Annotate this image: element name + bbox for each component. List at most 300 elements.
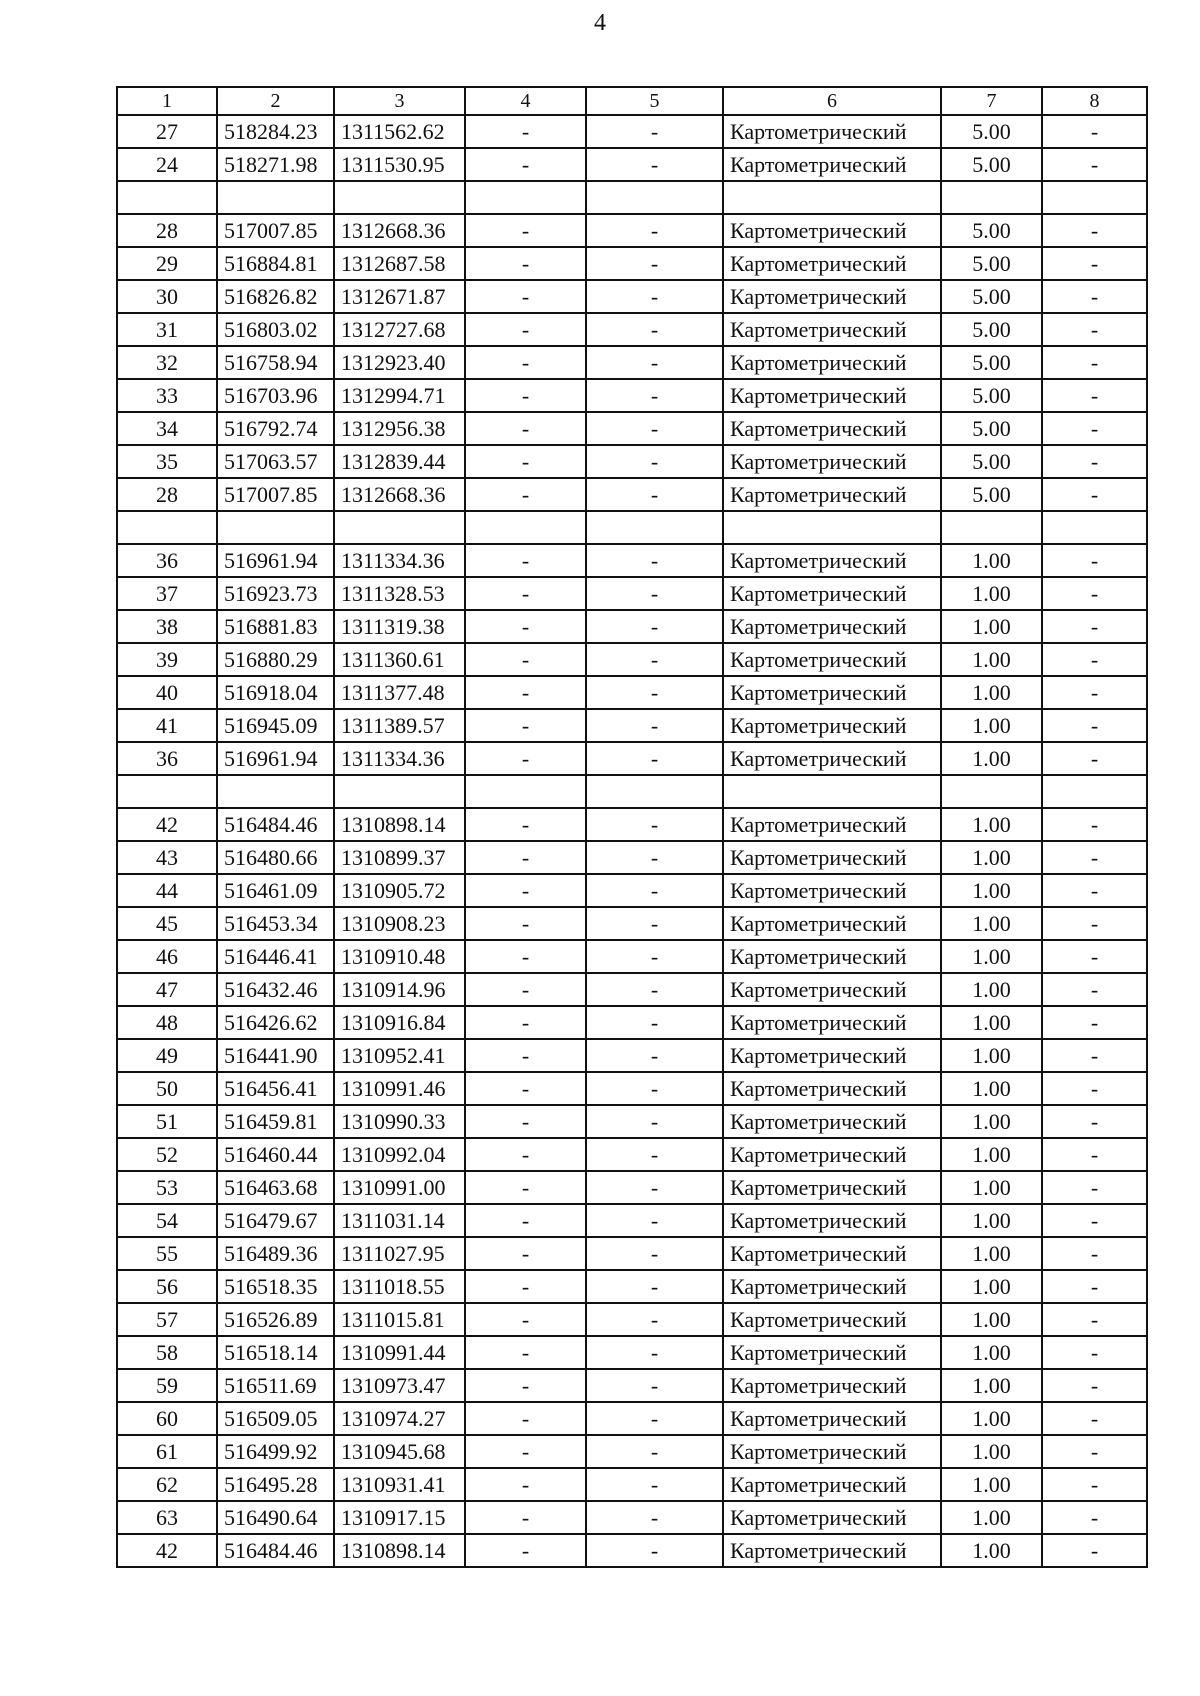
- col4-cell: -: [465, 1303, 586, 1336]
- col8-cell: -: [1042, 148, 1147, 181]
- col4-cell: [465, 511, 586, 544]
- accuracy-cell: 1.00: [941, 1006, 1042, 1039]
- point-number-cell: 55: [117, 1237, 217, 1270]
- col4-cell: -: [465, 1171, 586, 1204]
- table-row: [117, 412, 1147, 445]
- col5-cell: -: [586, 214, 723, 247]
- col4-cell: -: [465, 1105, 586, 1138]
- y-coordinate-cell: 1312668.36: [334, 478, 465, 511]
- x-coordinate-cell: 516518.14: [217, 1336, 334, 1369]
- col4-cell: -: [465, 379, 586, 412]
- x-coordinate-cell: 516446.41: [217, 940, 334, 973]
- col5-cell: -: [586, 1369, 723, 1402]
- accuracy-cell: 5.00: [941, 412, 1042, 445]
- accuracy-cell: 1.00: [941, 874, 1042, 907]
- col5-cell: [586, 511, 723, 544]
- y-coordinate-cell: 1311027.95: [334, 1237, 465, 1270]
- accuracy-cell: 5.00: [941, 445, 1042, 478]
- method-cell: Картометрический: [723, 280, 941, 313]
- accuracy-cell: 5.00: [941, 214, 1042, 247]
- method-cell: [723, 511, 941, 544]
- col5-cell: -: [586, 973, 723, 1006]
- y-coordinate-cell: 1312956.38: [334, 412, 465, 445]
- accuracy-cell: 1.00: [941, 742, 1042, 775]
- col5-cell: -: [586, 115, 723, 148]
- col5-cell: -: [586, 1138, 723, 1171]
- col8-cell: -: [1042, 610, 1147, 643]
- col5-cell: -: [586, 1270, 723, 1303]
- table-row: [117, 643, 1147, 676]
- col8-cell: -: [1042, 1402, 1147, 1435]
- header-row: [117, 87, 1147, 115]
- y-coordinate-cell: 1311015.81: [334, 1303, 465, 1336]
- col8-cell: -: [1042, 247, 1147, 280]
- x-coordinate-cell: 517063.57: [217, 445, 334, 478]
- accuracy-cell: 1.00: [941, 577, 1042, 610]
- table-row: [117, 1138, 1147, 1171]
- col4-cell: -: [465, 346, 586, 379]
- y-coordinate-cell: 1310990.33: [334, 1105, 465, 1138]
- accuracy-cell: 1.00: [941, 676, 1042, 709]
- col5-cell: -: [586, 478, 723, 511]
- col4-cell: -: [465, 610, 586, 643]
- column-header: 2: [217, 87, 334, 115]
- col8-cell: -: [1042, 379, 1147, 412]
- point-number-cell: 48: [117, 1006, 217, 1039]
- method-cell: Картометрический: [723, 148, 941, 181]
- point-number-cell: 34: [117, 412, 217, 445]
- y-coordinate-cell: 1310974.27: [334, 1402, 465, 1435]
- col5-cell: -: [586, 1039, 723, 1072]
- point-number-cell: [117, 511, 217, 544]
- table-row: [117, 379, 1147, 412]
- y-coordinate-cell: 1310991.00: [334, 1171, 465, 1204]
- point-number-cell: 49: [117, 1039, 217, 1072]
- table-row: [117, 676, 1147, 709]
- method-cell: Картометрический: [723, 841, 941, 874]
- col8-cell: -: [1042, 1237, 1147, 1270]
- col8-cell: [1042, 511, 1147, 544]
- x-coordinate-cell: 516884.81: [217, 247, 334, 280]
- col8-cell: -: [1042, 1336, 1147, 1369]
- col5-cell: -: [586, 280, 723, 313]
- col4-cell: -: [465, 841, 586, 874]
- col4-cell: -: [465, 874, 586, 907]
- col4-cell: -: [465, 214, 586, 247]
- x-coordinate-cell: [217, 511, 334, 544]
- accuracy-cell: 1.00: [941, 1204, 1042, 1237]
- col4-cell: -: [465, 478, 586, 511]
- x-coordinate-cell: 516918.04: [217, 676, 334, 709]
- col4-cell: -: [465, 676, 586, 709]
- y-coordinate-cell: 1312727.68: [334, 313, 465, 346]
- y-coordinate-cell: 1311360.61: [334, 643, 465, 676]
- y-coordinate-cell: 1311389.57: [334, 709, 465, 742]
- accuracy-cell: 1.00: [941, 1138, 1042, 1171]
- y-coordinate-cell: 1312839.44: [334, 445, 465, 478]
- col8-cell: -: [1042, 1435, 1147, 1468]
- point-number-cell: 57: [117, 1303, 217, 1336]
- accuracy-cell: 1.00: [941, 1072, 1042, 1105]
- table-row: [117, 1435, 1147, 1468]
- point-number-cell: 52: [117, 1138, 217, 1171]
- y-coordinate-cell: 1311018.55: [334, 1270, 465, 1303]
- col5-cell: -: [586, 1237, 723, 1270]
- table-row: [117, 1501, 1147, 1534]
- separator-row: [117, 511, 1147, 544]
- col4-cell: -: [465, 148, 586, 181]
- table-row: [117, 874, 1147, 907]
- method-cell: Картометрический: [723, 1204, 941, 1237]
- method-cell: [723, 775, 941, 808]
- accuracy-cell: 5.00: [941, 379, 1042, 412]
- y-coordinate-cell: 1310908.23: [334, 907, 465, 940]
- accuracy-cell: 1.00: [941, 610, 1042, 643]
- table-row: [117, 973, 1147, 1006]
- table-row: [117, 1006, 1147, 1039]
- col8-cell: -: [1042, 1072, 1147, 1105]
- col8-cell: -: [1042, 709, 1147, 742]
- col4-cell: -: [465, 280, 586, 313]
- x-coordinate-cell: 516509.05: [217, 1402, 334, 1435]
- col8-cell: [1042, 181, 1147, 214]
- x-coordinate-cell: 516426.62: [217, 1006, 334, 1039]
- point-number-cell: 33: [117, 379, 217, 412]
- col8-cell: -: [1042, 280, 1147, 313]
- accuracy-cell: 5.00: [941, 148, 1042, 181]
- col5-cell: -: [586, 1435, 723, 1468]
- x-coordinate-cell: 516826.82: [217, 280, 334, 313]
- col8-cell: -: [1042, 1468, 1147, 1501]
- y-coordinate-cell: 1312671.87: [334, 280, 465, 313]
- method-cell: Картометрический: [723, 907, 941, 940]
- method-cell: [723, 181, 941, 214]
- x-coordinate-cell: 516961.94: [217, 742, 334, 775]
- col4-cell: -: [465, 1369, 586, 1402]
- accuracy-cell: [941, 511, 1042, 544]
- y-coordinate-cell: 1310931.41: [334, 1468, 465, 1501]
- method-cell: Картометрический: [723, 874, 941, 907]
- table-row: [117, 577, 1147, 610]
- point-number-cell: 29: [117, 247, 217, 280]
- col8-cell: -: [1042, 874, 1147, 907]
- x-coordinate-cell: 516518.35: [217, 1270, 334, 1303]
- method-cell: Картометрический: [723, 1237, 941, 1270]
- x-coordinate-cell: [217, 775, 334, 808]
- col5-cell: -: [586, 643, 723, 676]
- method-cell: Картометрический: [723, 214, 941, 247]
- col5-cell: -: [586, 808, 723, 841]
- accuracy-cell: [941, 775, 1042, 808]
- table-row: [117, 445, 1147, 478]
- method-cell: Картометрический: [723, 1336, 941, 1369]
- accuracy-cell: 1.00: [941, 643, 1042, 676]
- col8-cell: -: [1042, 1039, 1147, 1072]
- col5-cell: -: [586, 412, 723, 445]
- point-number-cell: [117, 181, 217, 214]
- col5-cell: -: [586, 247, 723, 280]
- point-number-cell: 38: [117, 610, 217, 643]
- y-coordinate-cell: 1310905.72: [334, 874, 465, 907]
- table-row: [117, 742, 1147, 775]
- table-row: [117, 907, 1147, 940]
- col5-cell: -: [586, 874, 723, 907]
- col4-cell: -: [465, 1039, 586, 1072]
- point-number-cell: 56: [117, 1270, 217, 1303]
- x-coordinate-cell: 516945.09: [217, 709, 334, 742]
- col4-cell: -: [465, 1270, 586, 1303]
- col4-cell: -: [465, 1138, 586, 1171]
- col5-cell: [586, 775, 723, 808]
- y-coordinate-cell: 1311562.62: [334, 115, 465, 148]
- point-number-cell: 36: [117, 544, 217, 577]
- col8-cell: -: [1042, 1138, 1147, 1171]
- y-coordinate-cell: 1311328.53: [334, 577, 465, 610]
- accuracy-cell: 1.00: [941, 1039, 1042, 1072]
- y-coordinate-cell: 1312668.36: [334, 214, 465, 247]
- table-row: [117, 1336, 1147, 1369]
- table-row: [117, 1039, 1147, 1072]
- y-coordinate-cell: 1311334.36: [334, 544, 465, 577]
- x-coordinate-cell: 516480.66: [217, 841, 334, 874]
- point-number-cell: 24: [117, 148, 217, 181]
- x-coordinate-cell: 516526.89: [217, 1303, 334, 1336]
- method-cell: Картометрический: [723, 1171, 941, 1204]
- method-cell: Картометрический: [723, 577, 941, 610]
- table-row: [117, 1270, 1147, 1303]
- method-cell: Картометрический: [723, 1105, 941, 1138]
- col5-cell: -: [586, 1336, 723, 1369]
- col8-cell: -: [1042, 808, 1147, 841]
- col4-cell: -: [465, 643, 586, 676]
- accuracy-cell: 1.00: [941, 907, 1042, 940]
- x-coordinate-cell: 516489.36: [217, 1237, 334, 1270]
- point-number-cell: 44: [117, 874, 217, 907]
- accuracy-cell: 1.00: [941, 1105, 1042, 1138]
- y-coordinate-cell: 1311319.38: [334, 610, 465, 643]
- col8-cell: -: [1042, 1204, 1147, 1237]
- point-number-cell: 35: [117, 445, 217, 478]
- accuracy-cell: 5.00: [941, 478, 1042, 511]
- col8-cell: -: [1042, 577, 1147, 610]
- col5-cell: -: [586, 709, 723, 742]
- col5-cell: -: [586, 1303, 723, 1336]
- col8-cell: -: [1042, 478, 1147, 511]
- col8-cell: -: [1042, 1105, 1147, 1138]
- method-cell: Картометрический: [723, 445, 941, 478]
- col8-cell: -: [1042, 940, 1147, 973]
- table-row: [117, 940, 1147, 973]
- method-cell: Картометрический: [723, 247, 941, 280]
- y-coordinate-cell: 1311031.14: [334, 1204, 465, 1237]
- table-row: [117, 1237, 1147, 1270]
- col5-cell: -: [586, 742, 723, 775]
- y-coordinate-cell: 1310899.37: [334, 841, 465, 874]
- accuracy-cell: [941, 181, 1042, 214]
- col4-cell: -: [465, 742, 586, 775]
- method-cell: Картометрический: [723, 1501, 941, 1534]
- table-row: [117, 1402, 1147, 1435]
- column-header: 8: [1042, 87, 1147, 115]
- col4-cell: -: [465, 412, 586, 445]
- table-row: [117, 610, 1147, 643]
- col8-cell: -: [1042, 1270, 1147, 1303]
- col5-cell: -: [586, 1468, 723, 1501]
- x-coordinate-cell: 516758.94: [217, 346, 334, 379]
- table-row: [117, 841, 1147, 874]
- col4-cell: -: [465, 1468, 586, 1501]
- col4-cell: -: [465, 940, 586, 973]
- col8-cell: -: [1042, 214, 1147, 247]
- table-row: [117, 214, 1147, 247]
- accuracy-cell: 5.00: [941, 247, 1042, 280]
- table-row: [117, 115, 1147, 148]
- col4-cell: -: [465, 544, 586, 577]
- table-row: [117, 280, 1147, 313]
- column-header: 5: [586, 87, 723, 115]
- x-coordinate-cell: 518271.98: [217, 148, 334, 181]
- column-header: 7: [941, 87, 1042, 115]
- col5-cell: -: [586, 1402, 723, 1435]
- point-number-cell: 36: [117, 742, 217, 775]
- col4-cell: -: [465, 445, 586, 478]
- point-number-cell: 63: [117, 1501, 217, 1534]
- col5-cell: -: [586, 676, 723, 709]
- column-header: 1: [117, 87, 217, 115]
- method-cell: Картометрический: [723, 115, 941, 148]
- method-cell: Картометрический: [723, 676, 941, 709]
- x-coordinate-cell: 516484.46: [217, 808, 334, 841]
- x-coordinate-cell: 516490.64: [217, 1501, 334, 1534]
- x-coordinate-cell: 516463.68: [217, 1171, 334, 1204]
- accuracy-cell: 1.00: [941, 1534, 1042, 1567]
- method-cell: Картометрический: [723, 1534, 941, 1567]
- col5-cell: -: [586, 1534, 723, 1567]
- point-number-cell: 61: [117, 1435, 217, 1468]
- x-coordinate-cell: 516803.02: [217, 313, 334, 346]
- accuracy-cell: 1.00: [941, 973, 1042, 1006]
- method-cell: Картометрический: [723, 379, 941, 412]
- accuracy-cell: 1.00: [941, 1435, 1042, 1468]
- col4-cell: -: [465, 1402, 586, 1435]
- point-number-cell: 62: [117, 1468, 217, 1501]
- method-cell: Картометрический: [723, 1138, 941, 1171]
- point-number-cell: 28: [117, 214, 217, 247]
- y-coordinate-cell: 1312923.40: [334, 346, 465, 379]
- method-cell: Картометрический: [723, 1402, 941, 1435]
- method-cell: Картометрический: [723, 1006, 941, 1039]
- x-coordinate-cell: 516792.74: [217, 412, 334, 445]
- col4-cell: -: [465, 808, 586, 841]
- col4-cell: -: [465, 709, 586, 742]
- col4-cell: -: [465, 1336, 586, 1369]
- col5-cell: -: [586, 940, 723, 973]
- point-number-cell: 46: [117, 940, 217, 973]
- coordinates-table: [116, 86, 1148, 1568]
- y-coordinate-cell: 1310991.44: [334, 1336, 465, 1369]
- x-coordinate-cell: [217, 181, 334, 214]
- table-row: [117, 544, 1147, 577]
- y-coordinate-cell: 1312994.71: [334, 379, 465, 412]
- col5-cell: -: [586, 445, 723, 478]
- col8-cell: -: [1042, 115, 1147, 148]
- point-number-cell: 30: [117, 280, 217, 313]
- table-row: [117, 1468, 1147, 1501]
- y-coordinate-cell: 1310945.68: [334, 1435, 465, 1468]
- x-coordinate-cell: 516456.41: [217, 1072, 334, 1105]
- col5-cell: -: [586, 1072, 723, 1105]
- method-cell: Картометрический: [723, 478, 941, 511]
- accuracy-cell: 1.00: [941, 1336, 1042, 1369]
- table-body: [117, 115, 1147, 1567]
- point-number-cell: 42: [117, 808, 217, 841]
- accuracy-cell: 1.00: [941, 1402, 1042, 1435]
- point-number-cell: 41: [117, 709, 217, 742]
- point-number-cell: 43: [117, 841, 217, 874]
- x-coordinate-cell: 516923.73: [217, 577, 334, 610]
- col5-cell: -: [586, 610, 723, 643]
- table-row: [117, 1303, 1147, 1336]
- point-number-cell: 53: [117, 1171, 217, 1204]
- point-number-cell: 54: [117, 1204, 217, 1237]
- col4-cell: -: [465, 1006, 586, 1039]
- table-row: [117, 1369, 1147, 1402]
- col8-cell: -: [1042, 1006, 1147, 1039]
- accuracy-cell: 1.00: [941, 1468, 1042, 1501]
- col5-cell: -: [586, 907, 723, 940]
- x-coordinate-cell: 516441.90: [217, 1039, 334, 1072]
- y-coordinate-cell: 1310910.48: [334, 940, 465, 973]
- y-coordinate-cell: 1310973.47: [334, 1369, 465, 1402]
- point-number-cell: 47: [117, 973, 217, 1006]
- x-coordinate-cell: 517007.85: [217, 478, 334, 511]
- x-coordinate-cell: 516495.28: [217, 1468, 334, 1501]
- col8-cell: -: [1042, 676, 1147, 709]
- table-row: [117, 247, 1147, 280]
- col5-cell: -: [586, 379, 723, 412]
- method-cell: Картометрический: [723, 544, 941, 577]
- col8-cell: -: [1042, 841, 1147, 874]
- accuracy-cell: 1.00: [941, 940, 1042, 973]
- col4-cell: -: [465, 1534, 586, 1567]
- table-row: [117, 313, 1147, 346]
- column-header: 3: [334, 87, 465, 115]
- col5-cell: -: [586, 1105, 723, 1138]
- col5-cell: -: [586, 1501, 723, 1534]
- point-number-cell: 28: [117, 478, 217, 511]
- col4-cell: -: [465, 1435, 586, 1468]
- col8-cell: -: [1042, 445, 1147, 478]
- method-cell: Картометрический: [723, 808, 941, 841]
- accuracy-cell: 1.00: [941, 1270, 1042, 1303]
- table-row: [117, 1204, 1147, 1237]
- accuracy-cell: 1.00: [941, 1501, 1042, 1534]
- y-coordinate-cell: 1310898.14: [334, 1534, 465, 1567]
- col8-cell: -: [1042, 643, 1147, 676]
- x-coordinate-cell: 516459.81: [217, 1105, 334, 1138]
- col5-cell: -: [586, 841, 723, 874]
- accuracy-cell: 5.00: [941, 115, 1042, 148]
- y-coordinate-cell: 1310914.96: [334, 973, 465, 1006]
- col5-cell: -: [586, 1171, 723, 1204]
- col4-cell: -: [465, 115, 586, 148]
- y-coordinate-cell: 1311334.36: [334, 742, 465, 775]
- point-number-cell: 59: [117, 1369, 217, 1402]
- col5-cell: -: [586, 544, 723, 577]
- method-cell: Картометрический: [723, 1369, 941, 1402]
- accuracy-cell: 1.00: [941, 1237, 1042, 1270]
- accuracy-cell: 5.00: [941, 313, 1042, 346]
